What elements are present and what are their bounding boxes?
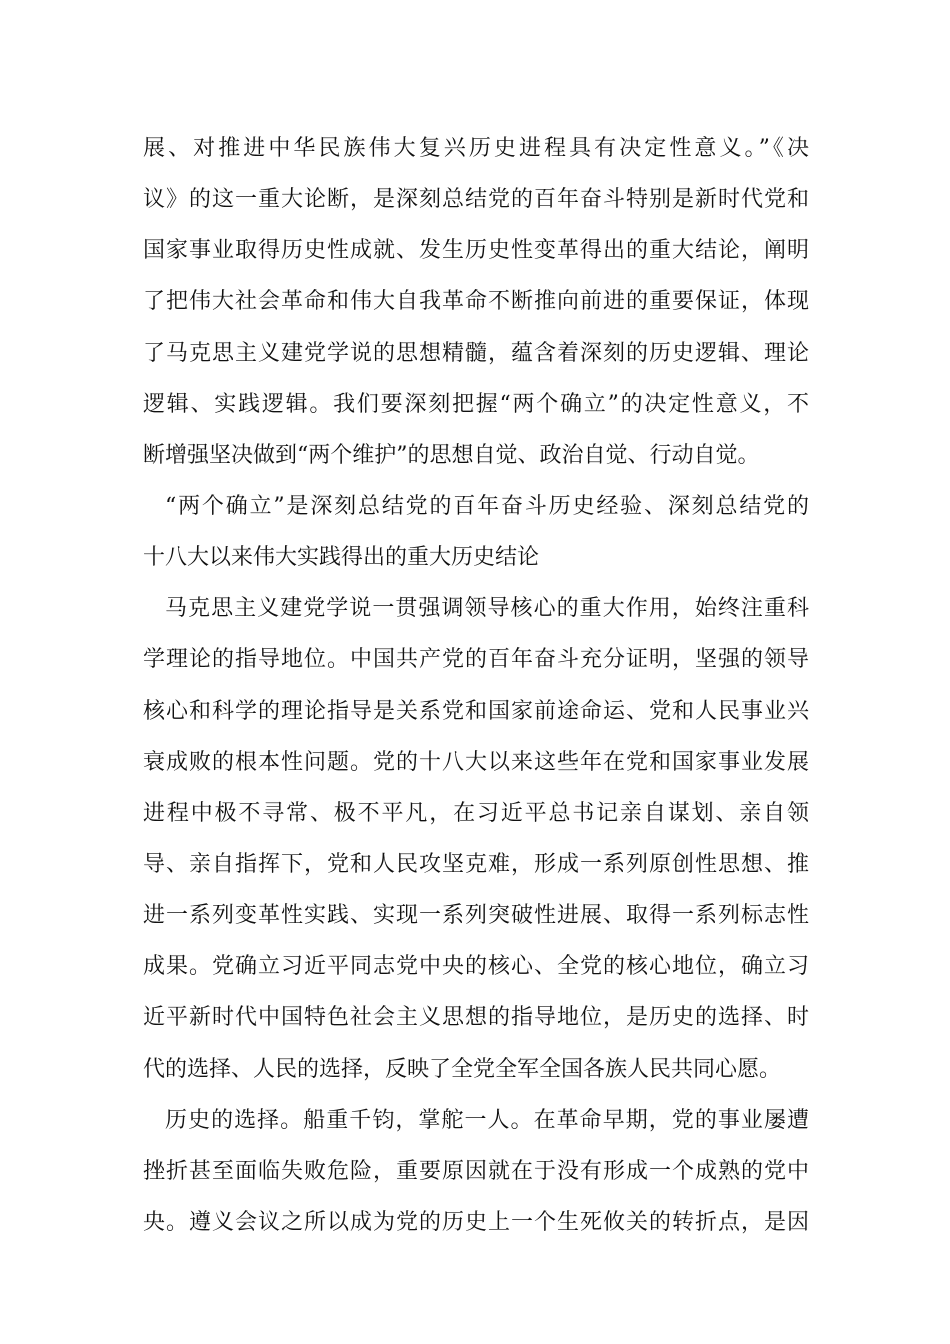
text-line: 核心和科学的理论指导是关系党和国家前途命运、党和人民事业兴 [143,698,809,724]
text-line: 马克思主义建党学说一贯强调领导核心的重大作用，始终注重科 [165,596,809,622]
text-line: 断增强坚决做到“两个维护”的思想自觉、政治自觉、行动自觉。 [143,442,760,468]
text-line: 国家事业取得历史性成就、发生历史性变革得出的重大结论，阐明 [143,238,809,264]
section-heading-line: 十八大以来伟大实践得出的重大历史结论 [143,545,540,571]
body-text [143,123,809,1248]
text-line: 进一系列变革性实践、实现一系列突破性进展、取得一系列标志性 [143,903,809,929]
text-line: 学理论的指导地位。中国共产党的百年奋斗充分证明，坚强的领导 [143,647,809,673]
text-line: 央。遵义会议之所以成为党的历史上一个生死攸关的转折点，是因 [143,1209,809,1235]
text-line: 历史的选择。船重千钧，掌舵一人。在革命早期，党的事业屡遭 [165,1107,809,1133]
text-line: 代的选择、人民的选择，反映了全党全军全国各族人民共同心愿。 [143,1056,782,1082]
text-line: 议》的这一重大论断，是深刻总结党的百年奋斗特别是新时代党和 [143,187,809,213]
text-line: 进程中极不寻常、极不平凡，在习近平总书记亲自谋划、亲自领 [143,800,809,826]
text-line: 展、对推进中华民族伟大复兴历史进程具有决定性意义。”《决 [143,136,809,161]
text-line: 成果。党确立习近平同志党中央的核心、全党的核心地位，确立习 [143,954,809,980]
text-line: 衰成败的根本性问题。党的十八大以来这些年在党和国家事业发展 [143,749,809,775]
text-line: 导、亲自指挥下，党和人民攻坚克难，形成一系列原创性思想、推 [143,851,809,877]
text-line: 近平新时代中国特色社会主义思想的指导地位，是历史的选择、时 [143,1005,809,1031]
text-line: 了马克思主义建党学说的思想精髓，蕴含着深刻的历史逻辑、理论 [143,340,809,366]
text-line: 了把伟大社会革命和伟大自我革命不断推向前进的重要保证，体现 [143,289,809,315]
text-line: 逻辑、实践逻辑。我们要深刻把握“两个确立”的决定性意义，不 [143,391,809,417]
text-line: 挫折甚至面临失败危险，重要原因就在于没有形成一个成熟的党中 [143,1158,809,1184]
section-heading-line: “两个确立”是深刻总结党的百年奋斗历史经验、深刻总结党的 [165,493,809,519]
